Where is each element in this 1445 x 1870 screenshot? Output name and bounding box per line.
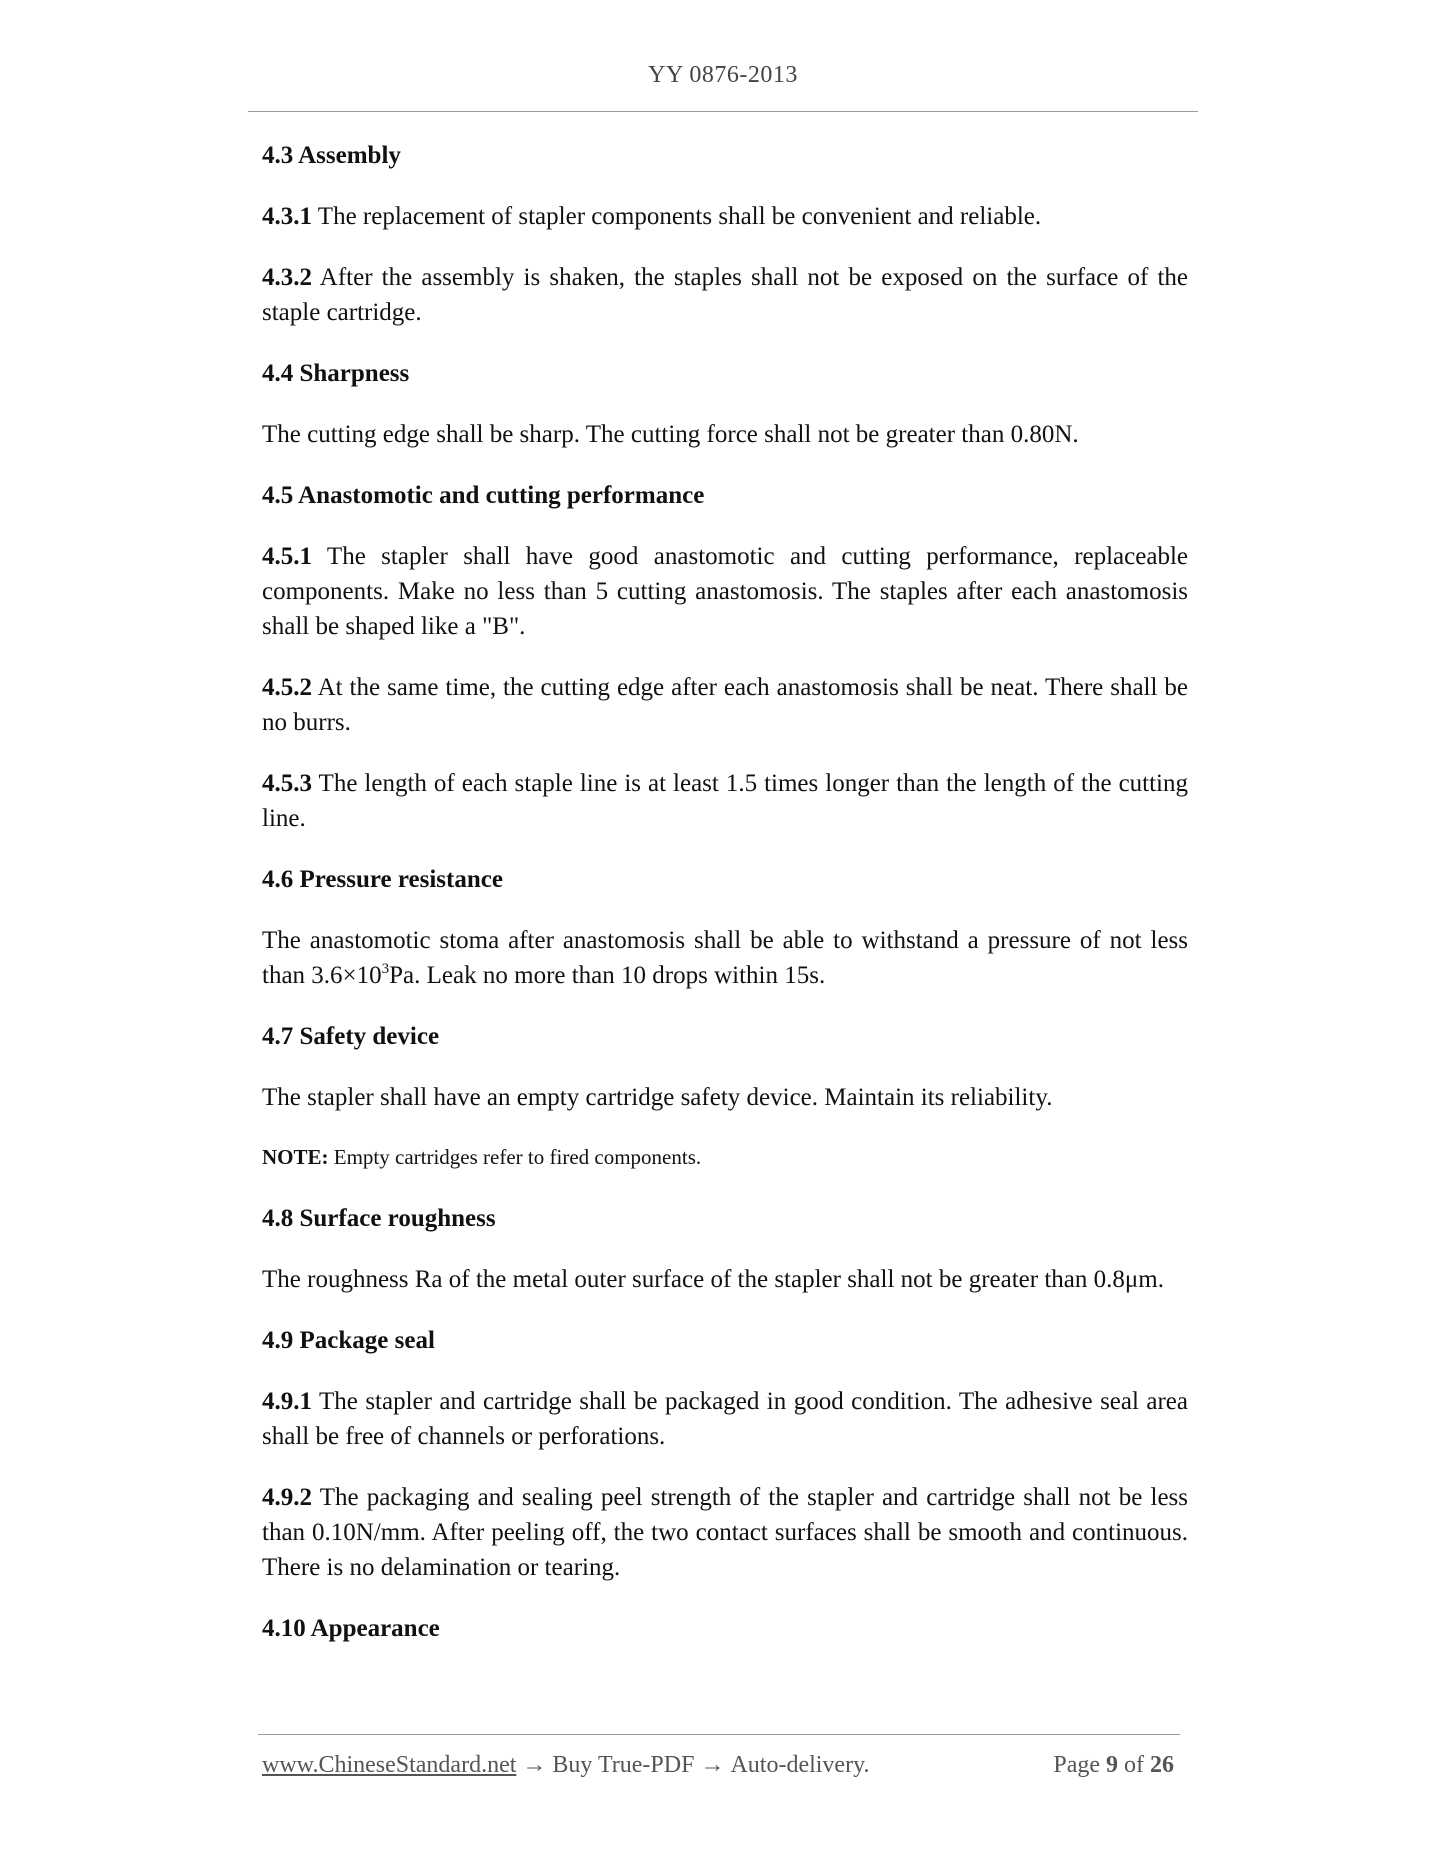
clause-text: At the same time, the cutting edge after each anastomosis shall be neat. There shall be no burrs. [262, 674, 1188, 736]
footer-promo [262, 1752, 870, 1779]
section-4-4-text: The cutting edge shall be sharp. The cutting force shall not be greater than 0.80N. [262, 421, 1079, 448]
clause-4-9-1 [262, 1384, 1188, 1454]
page-label: Page [1053, 1752, 1100, 1778]
section-4-3-heading: 4.3 Assembly [262, 142, 401, 169]
exponent: 3 [381, 961, 390, 977]
clause-text: The length of each staple line is at least 1.5 times longer than the length of the cutting line. [262, 770, 1188, 832]
section-4-5-heading: 4.5 Anastomotic and cutting performance [262, 482, 705, 509]
clause-4-5-1 [262, 539, 1188, 644]
section-4-6-text [262, 923, 1188, 993]
clause-text: The replacement of stapler components shall be convenient and reliable. [312, 203, 1042, 230]
clause-number: 4.5.1 [262, 543, 312, 570]
clause-number: 4.9.1 [262, 1388, 312, 1415]
clause-text: After the assembly is shaken, the staples shall not be exposed on the surface of the staple cartridge. [262, 264, 1188, 326]
section-4-10-heading: 4.10 Appearance [262, 1615, 440, 1642]
document-body [262, 138, 1188, 1672]
clause-number: 4.5.3 [262, 770, 312, 797]
clause-text: The packaging and sealing peel strength of the stapler and cartridge shall not be less than 0.10N/mm. After peeling off, the two contact surfaces shall be smooth and continuous. There is no delamination or tearing. [262, 1484, 1188, 1581]
auto-delivery-text: Auto-delivery. [730, 1752, 870, 1778]
section-4-7-text: The stapler shall have an empty cartridge safety device. Maintain its reliability. [262, 1084, 1053, 1111]
section-4-4-heading: 4.4 Sharpness [262, 360, 410, 387]
total-pages: 26 [1150, 1752, 1174, 1778]
arrow-right-icon: → [700, 1752, 725, 1778]
clause-4-9-2 [262, 1480, 1188, 1585]
clause-text: The stapler shall have good anastomotic and cutting performance, replaceable components. Make no less than 5 cutting anastomosis. The staples after each anastomosis shall be shaped like a "B". [262, 543, 1188, 640]
arrow-right-icon: → [522, 1752, 547, 1778]
footer-divider [258, 1734, 1180, 1735]
note-label: NOTE: [262, 1145, 329, 1169]
clause-4-3-2 [262, 260, 1188, 330]
clause-4-3-1 [262, 199, 1188, 234]
clause-number: 4.9.2 [262, 1484, 312, 1511]
of-label: of [1124, 1752, 1144, 1778]
note [262, 1141, 1188, 1173]
note-text: Empty cartridges refer to fired components. [328, 1145, 702, 1169]
document-id-header: YY 0876-2013 [648, 62, 798, 88]
website-link[interactable]: www.ChineseStandard.net [262, 1752, 517, 1778]
pressure-text-part-b: Pa. Leak no more than 10 drops within 15s. [389, 962, 826, 989]
section-4-9-heading: 4.9 Package seal [262, 1327, 435, 1354]
pressure-text-part-a: The anastomotic stoma after anastomosis shall be able to withstand a pressure of not less than 3.6×10 [262, 927, 1188, 989]
header-divider [248, 111, 1198, 112]
clause-number: 4.3.2 [262, 264, 312, 291]
clause-4-5-2 [262, 670, 1188, 740]
clause-text: The stapler and cartridge shall be packaged in good condition. The adhesive seal area shall be free of channels or perforations. [262, 1388, 1188, 1450]
clause-4-5-3 [262, 766, 1188, 836]
section-4-8-heading: 4.8 Surface roughness [262, 1205, 496, 1232]
section-4-7-heading: 4.7 Safety device [262, 1023, 440, 1050]
clause-number: 4.5.2 [262, 674, 312, 701]
current-page: 9 [1106, 1752, 1118, 1778]
buy-pdf-text: Buy True-PDF [552, 1752, 695, 1778]
page-number [1053, 1752, 1174, 1779]
section-4-8-text: The roughness Ra of the metal outer surface of the stapler shall not be greater than 0.8μm. [262, 1266, 1164, 1293]
clause-number: 4.3.1 [262, 203, 312, 230]
section-4-6-heading: 4.6 Pressure resistance [262, 866, 503, 893]
